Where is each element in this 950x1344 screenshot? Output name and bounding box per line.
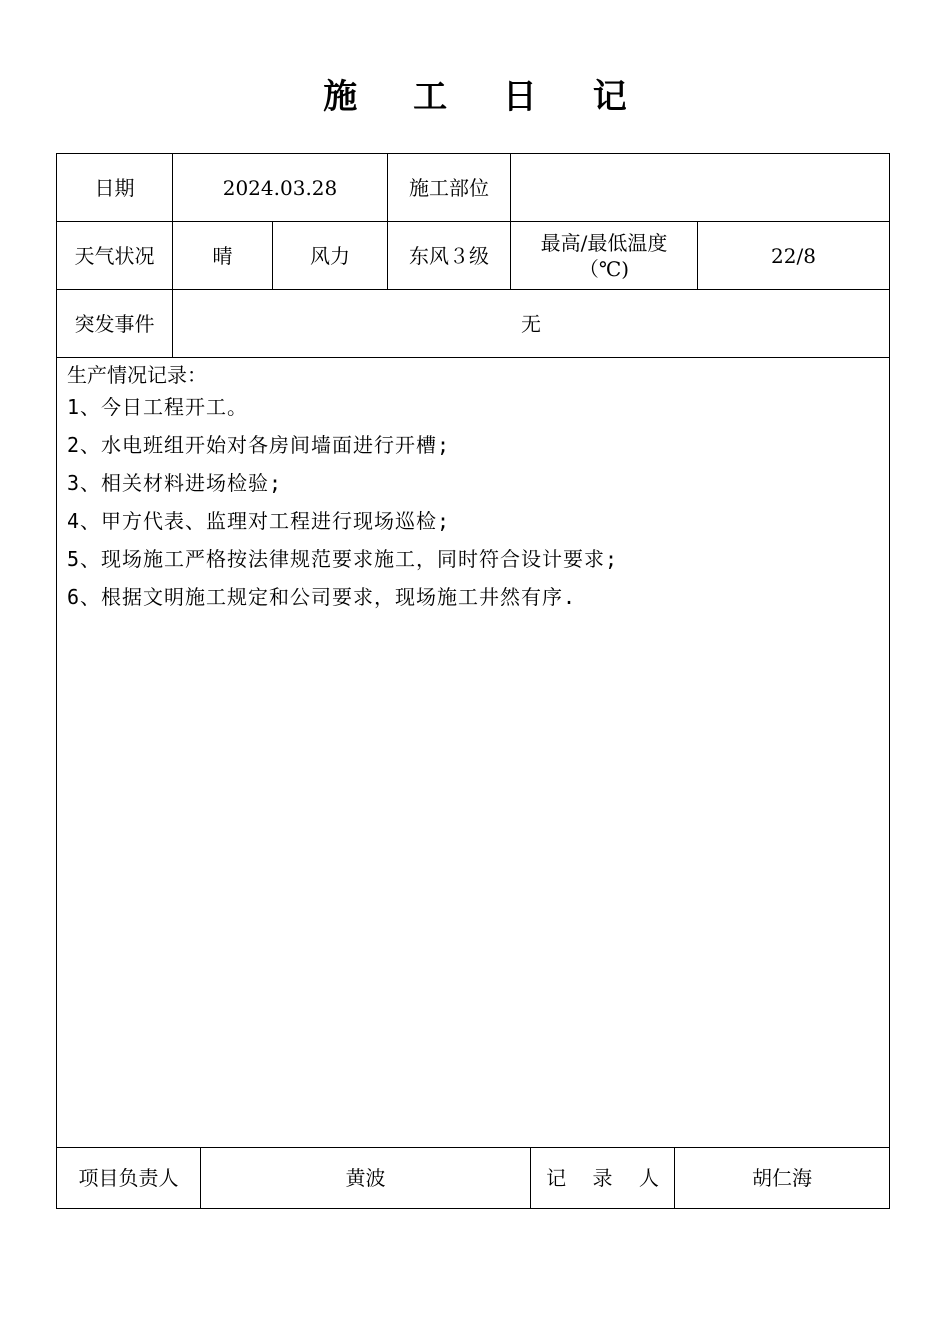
manager-label: 项目负责人: [78, 1166, 179, 1190]
temperature-value: 22/8: [771, 243, 816, 268]
temperature-label-line2: （℃): [578, 256, 630, 281]
construction-log-table: [56, 153, 890, 1209]
record-item: 1、今日工程开工。: [67, 395, 249, 419]
incident-label: 突发事件: [74, 311, 155, 336]
wind-label: 风力: [310, 243, 350, 268]
location-value: [511, 154, 889, 221]
incident-value: 无: [521, 311, 541, 336]
production-record: [57, 358, 889, 620]
page-title: 施 工 日 记: [323, 77, 649, 117]
location-label: 施工部位: [409, 175, 489, 200]
record-heading: 生产情况记录：: [67, 363, 207, 387]
recorder-label: 记 录 人: [546, 1166, 669, 1190]
weather-value: 晴: [212, 243, 233, 268]
record-item: 2、水电班组开始对各房间墙面进行开槽;: [67, 433, 451, 457]
date-value: 2024.03.28: [222, 175, 338, 200]
date-label: 日期: [94, 175, 135, 200]
recorder-value: 胡仁海: [752, 1166, 812, 1190]
record-item: 5、现场施工严格按法律规范要求施工，同时符合设计要求;: [67, 547, 619, 571]
record-item: 6、根据文明施工规定和公司要求，现场施工井然有序.: [67, 585, 577, 609]
manager-value: 黄波: [345, 1166, 386, 1190]
weather-label: 天气状况: [74, 243, 155, 268]
temperature-label: [511, 222, 697, 289]
record-item: 3、相关材料进场检验;: [67, 471, 283, 495]
wind-value: 东风３级: [409, 243, 489, 268]
record-item: 4、甲方代表、监理对工程进行现场巡检;: [67, 509, 451, 533]
temperature-label-line1: 最高/最低温度: [540, 230, 668, 255]
